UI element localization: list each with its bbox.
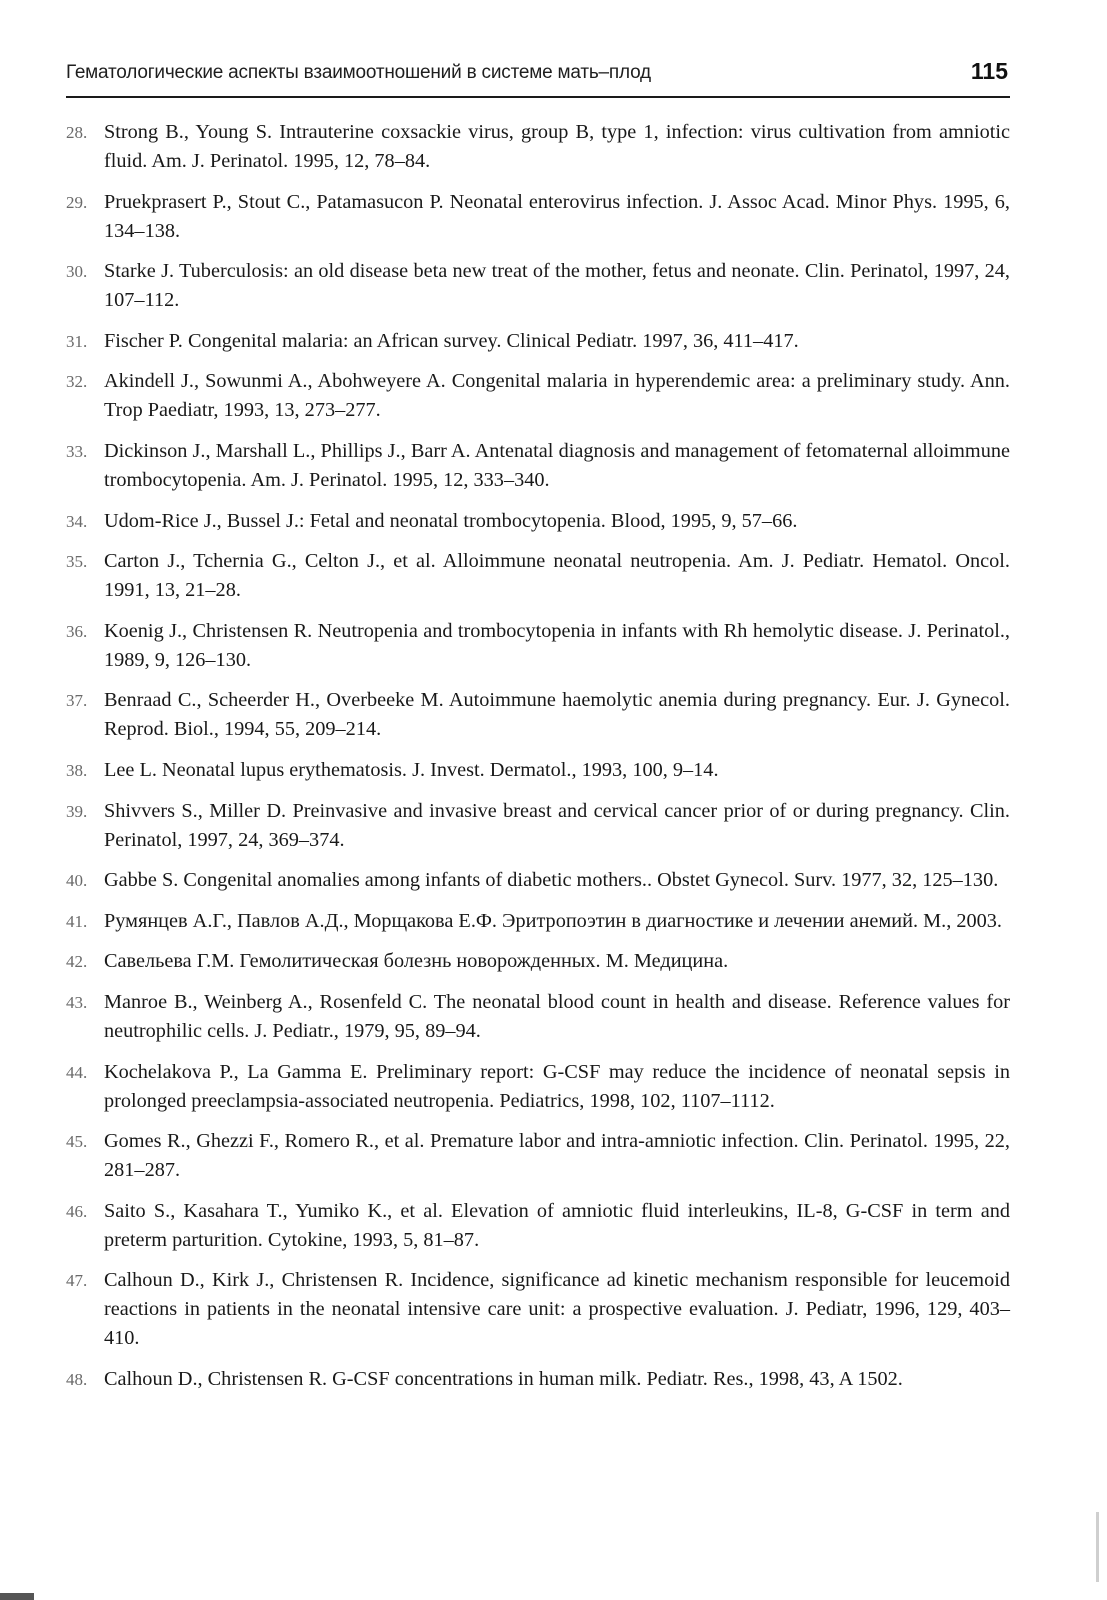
reference-number: 39. bbox=[66, 801, 88, 821]
reference-item bbox=[66, 257, 1010, 315]
reference-number: 48. bbox=[66, 1369, 88, 1389]
reference-text: Kochelakova P., La Gamma E. Preliminary report: G-CSF may reduce the incidence of neonatal sepsis in prolonged preeclampsia-associated neutropenia. Pediatrics, 1998, 102, 1107–1112. bbox=[104, 1060, 1010, 1112]
reference-item bbox=[66, 797, 1010, 855]
page-number: 115 bbox=[970, 58, 1008, 84]
reference-number: 47. bbox=[66, 1271, 88, 1291]
reference-number: 44. bbox=[66, 1062, 88, 1082]
reference-text: Akindell J., Sowunmi A., Abohweyere A. Congenital malaria in hyperendemic area: a preliminary study. Ann. Trop Paediatr, 1993, 13, 273–277. bbox=[104, 370, 1010, 422]
reference-text: Saito S., Kasahara T., Yumiko K., et al. Elevation of amniotic fluid interleukins, IL-8, G-CSF in term and preterm parturition. Cytokine, 1993, 5, 81–87. bbox=[104, 1199, 1010, 1251]
reference-item bbox=[66, 1058, 1010, 1116]
reference-item bbox=[66, 1266, 1010, 1353]
reference-number: 43. bbox=[66, 992, 88, 1012]
reference-text: Савельева Г.М. Гемолитическая болезнь новорожденных. М. Медицина. bbox=[104, 950, 729, 973]
reference-number: 40. bbox=[66, 871, 88, 891]
reference-number: 31. bbox=[66, 331, 88, 351]
reference-number: 32. bbox=[66, 372, 88, 392]
reference-text: Lee L. Neonatal lupus erythematosis. J. Invest. Dermatol., 1993, 100, 9–14. bbox=[104, 758, 719, 781]
reference-text: Manroe B., Weinberg A., Rosenfeld C. The neonatal blood count in health and disease. Reference values for neutrophilic cells. J. Pediatr., 1979, 95, 89–94. bbox=[104, 990, 1010, 1042]
reference-item bbox=[66, 188, 1010, 246]
reference-item bbox=[66, 988, 1010, 1046]
reference-item bbox=[66, 118, 1010, 176]
reference-item bbox=[66, 1127, 1010, 1185]
reference-number: 37. bbox=[66, 691, 88, 711]
reference-item bbox=[66, 327, 1010, 356]
header-title: Гематологические аспекты взаимоотношений в системе мать–плод bbox=[66, 62, 651, 83]
running-header bbox=[66, 58, 1010, 98]
reference-text: Pruekprasert P., Stout C., Patamasucon P. Neonatal enterovirus infection. J. Assoc Acad. Minor Phys. 1995, 6, 134–138. bbox=[104, 190, 1010, 242]
reference-item bbox=[66, 617, 1010, 675]
reference-text: Gabbe S. Congenital anomalies among infants of diabetic mothers.. Obstet Gynecol. Surv. 1977, 32, 125–130. bbox=[104, 869, 999, 892]
reference-number: 46. bbox=[66, 1201, 88, 1221]
reference-text: Gomes R., Ghezzi F., Romero R., et al. Premature labor and intra-amniotic infection. Clin. Perinatol. 1995, 22, 281–287. bbox=[104, 1130, 1010, 1182]
reference-item bbox=[66, 507, 1010, 536]
reference-item bbox=[66, 686, 1010, 744]
reference-text: Koenig J., Christensen R. Neutropenia and trombocytopenia in infants with Rh hemolytic disease. J. Perinatol., 1989, 9, 126–130. bbox=[104, 619, 1010, 671]
reference-text: Starke J. Tuberculosis: an old disease beta new treat of the mother, fetus and neonate. Clin. Perinatol, 1997, 24, 107–112. bbox=[104, 260, 1010, 312]
reference-text: Carton J., Tchernia G., Celton J., et al. Alloimmune neonatal neutropenia. Am. J. Pediatr. Hematol. Oncol. 1991, 13, 21–28. bbox=[104, 550, 1010, 602]
reference-item bbox=[66, 756, 1010, 785]
reference-text: Calhoun D., Kirk J., Christensen R. Incidence, significance ad kinetic mechanism responsible for leucemoid reactions in patients in the neonatal intensive care unit: a prospective evaluation. J. Pediatr, 1996, 129, 403–410. bbox=[104, 1269, 1010, 1350]
reference-item bbox=[66, 547, 1010, 605]
reference-list bbox=[66, 118, 1010, 1405]
reference-number: 28. bbox=[66, 123, 88, 142]
reference-item bbox=[66, 1197, 1010, 1255]
reference-item bbox=[66, 1365, 1010, 1394]
reference-number: 38. bbox=[66, 760, 88, 780]
scan-artifact-edge bbox=[1096, 1512, 1099, 1582]
reference-number: 42. bbox=[66, 952, 88, 972]
reference-number: 45. bbox=[66, 1132, 88, 1152]
reference-text: Benraad C., Scheerder H., Overbeeke M. Autoimmune haemolytic anemia during pregnancy. Eur. J. Gynecol. Reprod. Biol., 1994, 55, 209–214. bbox=[104, 689, 1010, 741]
reference-number: 35. bbox=[66, 552, 88, 572]
reference-item bbox=[66, 907, 1010, 936]
reference-number: 29. bbox=[66, 192, 88, 212]
reference-number: 36. bbox=[66, 621, 88, 641]
reference-text: Calhoun D., Christensen R. G-CSF concentrations in human milk. Pediatr. Res., 1998, 43, A 1502. bbox=[104, 1367, 903, 1390]
reference-item bbox=[66, 367, 1010, 425]
reference-number: 33. bbox=[66, 441, 88, 461]
reference-text: Румянцев А.Г., Павлов А.Д., Морщакова Е.Ф. Эритропоэтин в диагностике и лечении анемий. М., 2003. bbox=[104, 909, 1002, 932]
reference-text: Dickinson J., Marshall L., Phillips J., Barr A. Antenatal diagnosis and management of fetomaternal alloimmune trombocytopenia. Am. J. Perinatol. 1995, 12, 333–340. bbox=[104, 439, 1010, 491]
reference-text: Udom-Rice J., Bussel J.: Fetal and neonatal trombocytopenia. Blood, 1995, 9, 57–66. bbox=[104, 509, 798, 532]
reference-text: Shivvers S., Miller D. Preinvasive and invasive breast and cervical cancer prior of or during pregnancy. Clin. Perinatol, 1997, 24, 369–374. bbox=[104, 799, 1010, 851]
reference-number: 34. bbox=[66, 511, 88, 531]
scan-artifact-mark bbox=[0, 1593, 34, 1600]
reference-number: 41. bbox=[66, 911, 88, 931]
reference-number: 30. bbox=[66, 262, 88, 282]
reference-item bbox=[66, 866, 1010, 895]
reference-text: Strong B., Young S. Intrauterine coxsackie virus, group B, type 1, infection: virus cultivation from amniotic fluid. Am. J. Perinatol. 1995, 12, 78–84. bbox=[104, 121, 1010, 172]
reference-text: Fischer P. Congenital malaria: an African survey. Clinical Pediatr. 1997, 36, 411–417. bbox=[104, 329, 799, 352]
reference-item bbox=[66, 437, 1010, 495]
reference-item bbox=[66, 947, 1010, 976]
